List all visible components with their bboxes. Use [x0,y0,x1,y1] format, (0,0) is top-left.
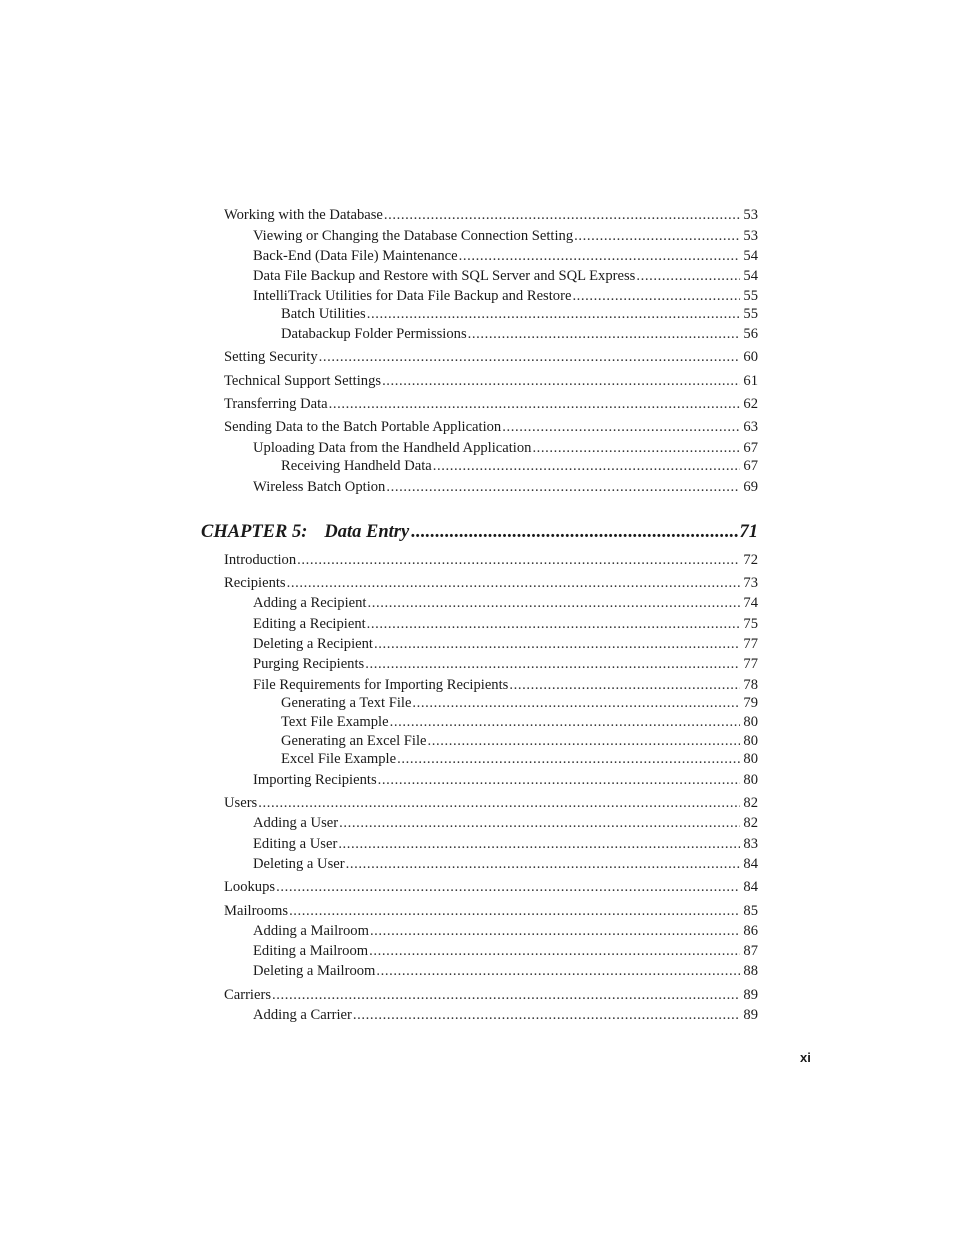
toc-entry[interactable] [281,694,758,712]
leader-dots [433,457,741,475]
toc-entry[interactable] [224,418,758,436]
toc-entry[interactable] [253,962,758,980]
toc-entry-title: Adding a Mailroom [253,923,369,939]
toc-entry-page: 86 [743,923,758,939]
toc-entry-page: 62 [743,396,758,412]
toc-entry-page: 89 [743,987,758,1003]
toc-entry-title: Adding a Carrier [253,1007,352,1023]
leader-dots [319,348,741,366]
toc-entry[interactable] [253,478,758,496]
toc-entry[interactable] [253,942,758,960]
toc-entry[interactable] [281,457,758,475]
toc-entry-title: Deleting a Recipient [253,636,373,652]
toc-entry-title: Generating an Excel File [281,733,427,749]
leader-dots [374,635,740,653]
leader-dots [509,676,740,694]
toc-entry[interactable] [253,814,758,832]
toc-entry-title: Technical Support Settings [224,373,382,389]
toc-entry-title: File Requirements for Importing Recipients [253,677,509,693]
toc-entry-page: 80 [743,772,758,788]
toc-entry-page: 69 [743,479,758,495]
toc-entry[interactable] [224,348,758,366]
toc-entry-page: 55 [743,306,758,322]
toc-entry[interactable] [253,287,758,305]
toc-entry-page: 54 [743,268,758,284]
leader-dots [502,418,740,436]
toc-entry-page: 84 [743,856,758,872]
toc-entry-page: 61 [743,373,758,389]
toc-entry[interactable] [253,676,758,694]
toc-entry[interactable] [281,325,758,343]
toc-entry-page: 63 [743,419,758,435]
toc-entry[interactable] [253,855,758,873]
toc-entry-page: 85 [743,903,758,919]
toc-entry-title: Purging Recipients [253,656,365,672]
toc-entry-title: IntelliTrack Utilities for Data File Backup and Restore [253,288,572,304]
toc-entry[interactable] [224,794,758,812]
leader-dots [574,227,740,245]
toc-entry-page: 55 [743,288,758,304]
toc-entry-title: Deleting a Mailroom [253,963,376,979]
toc-entry-page: 60 [743,349,758,365]
toc-entry-title: Back-End (Data File) Maintenance [253,248,458,264]
toc-entry-page: 77 [743,636,758,652]
leader-dots [532,439,740,457]
leader-dots [258,794,740,812]
toc-entry[interactable] [224,878,758,896]
toc-entry[interactable] [224,395,758,413]
leader-dots [365,655,740,673]
leader-dots [367,594,740,612]
toc-entry-page: 77 [743,656,758,672]
leader-dots [427,732,740,750]
toc-entry-title: Text File Example [281,714,389,730]
toc-entry-title: Transferring Data [224,396,328,412]
toc-entry[interactable] [224,551,758,569]
toc-entry-title: Adding a Recipient [253,595,367,611]
chapter-heading[interactable] [201,520,758,544]
toc-entry[interactable] [253,635,758,653]
toc-entry-title: Excel File Example [281,751,397,767]
toc-entry[interactable] [281,305,758,323]
toc-entry-page: 74 [743,595,758,611]
toc-entry[interactable] [253,615,758,633]
toc-entry-page: 54 [743,248,758,264]
toc-entry-title: Introduction [224,552,297,568]
toc-entry-page: 82 [743,815,758,831]
leader-dots [339,814,740,832]
leader-dots [378,771,741,789]
toc-entry[interactable] [224,986,758,1004]
leader-dots [386,478,740,496]
leader-dots [367,615,741,633]
leader-dots [384,206,741,224]
toc-entry-page: 84 [743,879,758,895]
toc-entry-title: Uploading Data from the Handheld Application [253,440,532,456]
toc-entry-title: Wireless Batch Option [253,479,386,495]
toc-entry-title: Setting Security [224,349,318,365]
toc-entry-page: 79 [743,695,758,711]
leader-dots [636,267,740,285]
toc-entry[interactable] [224,372,758,390]
toc-entry-title: Editing a Recipient [253,616,366,632]
toc-entry[interactable] [253,594,758,612]
toc-entry-title: Receiving Handheld Data [281,458,432,474]
leader-dots [276,878,740,896]
leader-dots [572,287,740,305]
toc-entry[interactable] [253,439,758,457]
toc-entry[interactable] [281,750,758,768]
toc-entry-page: 87 [743,943,758,959]
leader-dots [390,713,741,731]
toc-entry-title: Users [224,795,258,811]
toc-entry[interactable] [253,771,758,789]
toc-entry-page: 78 [743,677,758,693]
leader-dots [397,750,740,768]
leader-dots [369,942,740,960]
toc-entry-title: Editing a User [253,836,338,852]
toc-entry[interactable] [224,902,758,920]
toc-entry[interactable] [253,922,758,940]
leader-dots [346,855,741,873]
toc-entry-title: Importing Recipients [253,772,377,788]
page-number: xi [800,1050,811,1065]
leader-dots [376,962,740,980]
toc-entry-page: 80 [743,751,758,767]
leader-dots [370,922,740,940]
toc-entry-page: 80 [743,714,758,730]
chapter-label: CHAPTER 5: [201,522,308,542]
toc-entry[interactable] [253,247,758,265]
leader-dots [287,574,741,592]
toc-entry[interactable] [253,655,758,673]
toc-entry[interactable] [224,574,758,592]
toc-entry[interactable] [253,267,758,285]
leader-dots [382,372,740,390]
leader-dots [272,986,740,1004]
toc-entry-page: 89 [743,1007,758,1023]
leader-dots [289,902,740,920]
toc-entry-page: 67 [743,440,758,456]
toc-entry-title: Mailrooms [224,903,289,919]
toc-entry-title: Databackup Folder Permissions [281,326,467,342]
toc-entry[interactable] [281,732,758,750]
leader-dots [411,520,737,544]
leader-dots [353,1006,741,1024]
leader-dots [459,247,741,265]
toc-entry-page: 88 [743,963,758,979]
toc-entry-page: 80 [743,733,758,749]
toc-entry-title: Generating a Text File [281,695,412,711]
leader-dots [468,325,741,343]
toc-entry-title: Lookups [224,879,276,895]
toc-entry[interactable] [253,1006,758,1024]
leader-dots [297,551,740,569]
toc-entry-page: 56 [743,326,758,342]
toc-entry-page: 53 [743,228,758,244]
toc-entry-page: 75 [743,616,758,632]
toc-entry-title: Recipients [224,575,286,591]
toc-entry-title: Data File Backup and Restore with SQL Server and SQL Express [253,268,636,284]
toc-entry[interactable] [224,206,758,224]
toc-entry-title: Editing a Mailroom [253,943,369,959]
toc-entry-page: 67 [743,458,758,474]
toc-entry-page: 73 [743,575,758,591]
toc-entry[interactable] [253,835,758,853]
toc-entry-title: Viewing or Changing the Database Connection Setting [253,228,574,244]
toc-entry-title: Batch Utilities [281,306,366,322]
toc-entry-title: Deleting a User [253,856,345,872]
toc-entry-title: Sending Data to the Batch Portable Application [224,419,502,435]
chapter-title: Data Entry [324,522,410,542]
toc-entry[interactable] [253,227,758,245]
leader-dots [412,694,740,712]
toc-entry-title: Adding a User [253,815,339,831]
leader-dots [367,305,741,323]
toc-entry-page: 53 [743,207,758,223]
toc-entry-title: Working with the Database [224,207,383,223]
leader-dots [338,835,740,853]
leader-dots [329,395,741,413]
toc-entry-page: 72 [743,552,758,568]
toc-entry-page: 82 [743,795,758,811]
toc-entry[interactable] [281,713,758,731]
toc-entry-title: Carriers [224,987,272,1003]
toc-entry-page: 83 [743,836,758,852]
chapter-page: 71 [739,522,758,542]
